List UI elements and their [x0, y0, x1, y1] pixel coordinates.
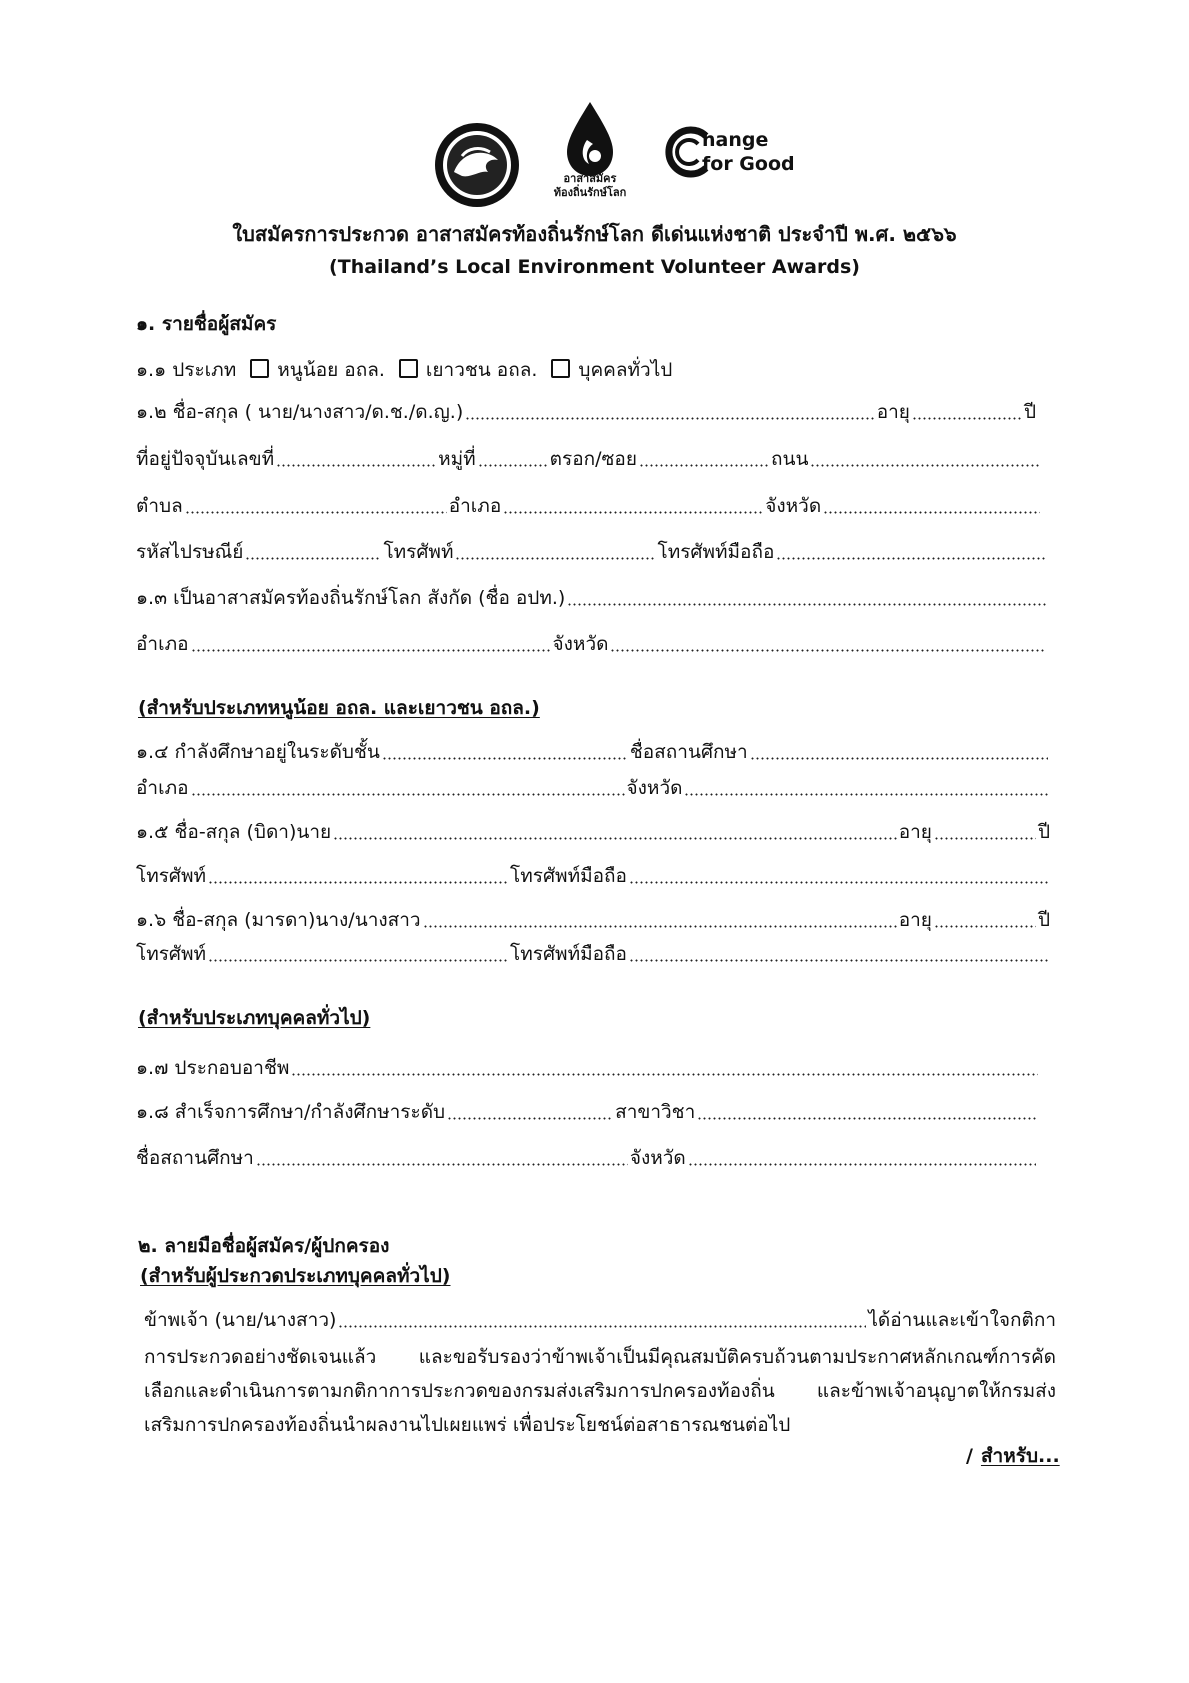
applicant-name-field[interactable]: [465, 417, 874, 420]
mother-mobile-field[interactable]: [629, 959, 1048, 962]
postcode-field[interactable]: [245, 557, 381, 560]
study-level-label: ๑.๔ กำลังศึกษาอยู่ในระดับชั้น: [136, 741, 380, 763]
mother-age-label: อายุ: [898, 909, 932, 931]
soi-field[interactable]: [639, 464, 769, 467]
cfg-line-2: for Good: [702, 153, 795, 175]
soi-label: ตรอก/ซอย: [549, 448, 637, 470]
affiliation-province-field[interactable]: [610, 649, 1046, 652]
father-phone-label: โทรศัพท์: [136, 865, 207, 887]
school-name-label: ชื่อสถานศึกษา: [629, 741, 748, 763]
district-label: อำเภอ: [448, 495, 502, 517]
affiliation-label: ๑.๓ เป็นอาสาสมัครท้องถิ่นรักษ์โลก สังกัด (ชื่อ อปท.): [136, 587, 566, 609]
major-field[interactable]: [697, 1117, 1038, 1120]
droplet-logo: [545, 98, 635, 208]
father-mobile-label: โทรศัพท์มือถือ: [510, 865, 627, 887]
checkbox-kids[interactable]: [250, 359, 269, 378]
mother-name-label: ๑.๖ ชื่อ-สกุล (มารดา)นาง/นางสาว: [136, 909, 421, 931]
option-kids: หนูน้อย อถล.: [277, 359, 385, 381]
form-title-english: (Thailand’s Local Environment Volunteer Awards): [329, 256, 860, 278]
mother-mobile-label: โทรศัพท์มือถือ: [510, 943, 627, 965]
mother-year-label: ปี: [1037, 909, 1050, 931]
checkbox-youth[interactable]: [399, 359, 418, 378]
checkbox-general[interactable]: [551, 359, 570, 378]
occupation-field[interactable]: [291, 1073, 1038, 1076]
province-label: จังหวัด: [765, 495, 822, 517]
option-general: บุคคลทั่วไป: [578, 359, 673, 381]
institution-province-label: จังหวัด: [629, 1147, 686, 1169]
address-no-label: ที่อยู่ปัจจุบันเลขที่: [136, 448, 275, 470]
general-heading: (สำหรับประเภทบุคคลทั่วไป): [138, 1007, 371, 1029]
applicant-name-label: ๑.๒ ชื่อ-สกุล ( นาย/นางสาว/ด.ช./ด.ญ.): [136, 401, 464, 423]
father-age-field[interactable]: [934, 837, 1036, 840]
mother-phone-field[interactable]: [208, 959, 508, 962]
continued-slash: /: [966, 1445, 973, 1467]
school-district-label: อำเภอ: [136, 777, 189, 799]
district-field[interactable]: [503, 511, 763, 514]
education-level-field[interactable]: [447, 1117, 613, 1120]
subdistrict-label: ตำบล: [136, 495, 183, 517]
occupation-label: ๑.๗ ประกอบอาชีพ: [136, 1057, 290, 1079]
kids-youth-heading: (สำหรับประเภทหนูน้อย อถล. และเยาวชน อถล.): [138, 697, 540, 719]
change-for-good-logo: [662, 124, 812, 184]
school-province-field[interactable]: [684, 793, 1048, 796]
study-level-field[interactable]: [382, 757, 628, 760]
section-2-heading: ๒. ลายมือชื่อผู้สมัคร/ผู้ปกครอง: [138, 1235, 390, 1257]
form-title-thai: ใบสมัครการประกวด อาสาสมัครท้องถิ่นรักษ์โลก ดีเด่นแห่งชาติ ประจำปี พ.ศ. ๒๕๖๖: [232, 222, 957, 246]
father-mobile-field[interactable]: [629, 881, 1048, 884]
age-field[interactable]: [912, 417, 1022, 420]
mobile-field[interactable]: [776, 557, 1046, 560]
mother-phone-label: โทรศัพท์: [136, 943, 207, 965]
declaration-name-label: ข้าพเจ้า (นาย/นางสาว): [144, 1309, 337, 1331]
moo-field[interactable]: [478, 464, 548, 467]
year-label: ปี: [1023, 401, 1036, 423]
mother-name-field[interactable]: [423, 925, 897, 928]
droplet-caption-2: ท้องถิ่นรักษ์โลก: [553, 186, 627, 199]
dla-seal-logo: [432, 120, 522, 214]
father-year-label: ปี: [1037, 821, 1050, 843]
institution-label: ชื่อสถานศึกษา: [136, 1147, 254, 1169]
address-no-field[interactable]: [276, 464, 436, 467]
cfg-line-1: hange: [702, 129, 769, 151]
father-name-label: ๑.๕ ชื่อ-สกุล (บิดา)นาย: [136, 821, 332, 843]
option-youth: เยาวชน อถล.: [425, 359, 538, 381]
section-1-heading: ๑. รายชื่อผู้สมัคร: [136, 313, 277, 335]
institution-field[interactable]: [256, 1163, 628, 1166]
declaration-paragraph: การประกวดอย่างชัดเจนแล้ว และขอรับรองว่าข้าพเจ้าเป็นมีคุณสมบัติครบถ้วนตามประกาศหลักเกณฑ์การคัดเลือกและดำเนินการตามกติกาการประกวดของกรมส่งเสริมการปกครองท้องถิ่น และข้าพเจ้าอนุญาตให้กรมส่งเสริมการปกครองท้องถิ่นนำผลงานไปเผยแพร่ เพื่อประโยชน์ต่อสาธารณชนต่อไป: [144, 1346, 1056, 1436]
declaration-name-field[interactable]: [338, 1325, 866, 1328]
institution-province-field[interactable]: [688, 1163, 1036, 1166]
road-field[interactable]: [810, 464, 1040, 467]
province-field[interactable]: [823, 511, 1040, 514]
affiliation-field[interactable]: [567, 603, 1046, 606]
road-label: ถนน: [770, 448, 809, 470]
moo-label: หมู่ที่: [438, 448, 476, 470]
mobile-label: โทรศัพท์มือถือ: [657, 541, 775, 563]
education-level-label: ๑.๘ สำเร็จการศึกษา/กำลังศึกษาระดับ: [136, 1101, 446, 1123]
school-district-field[interactable]: [191, 793, 625, 796]
mother-age-field[interactable]: [934, 925, 1036, 928]
phone-field[interactable]: [455, 557, 655, 560]
declaration-read-label: ได้อ่านและเข้าใจกติกา: [868, 1309, 1056, 1331]
affiliation-province-label: จังหวัด: [552, 633, 609, 655]
father-phone-field[interactable]: [208, 881, 508, 884]
type-label: ๑.๑ ประเภท: [136, 359, 237, 381]
major-label: สาขาวิชา: [615, 1101, 696, 1123]
school-name-field[interactable]: [750, 757, 1048, 760]
father-age-label: อายุ: [898, 821, 932, 843]
droplet-caption-1: อาสาสมัคร: [563, 172, 617, 185]
phone-label: โทรศัพท์: [383, 541, 454, 563]
continued-note: สำหรับ...: [980, 1445, 1060, 1467]
affiliation-district-field[interactable]: [191, 649, 551, 652]
age-label: อายุ: [876, 401, 910, 423]
school-province-label: จังหวัด: [626, 777, 683, 799]
father-name-field[interactable]: [333, 837, 897, 840]
section-2-subheading: (สำหรับผู้ประกวดประเภทบุคคลทั่วไป): [140, 1265, 451, 1287]
affiliation-district-label: อำเภอ: [136, 633, 189, 655]
postcode-label: รหัสไปรษณีย์: [136, 541, 244, 563]
subdistrict-field[interactable]: [185, 511, 447, 514]
